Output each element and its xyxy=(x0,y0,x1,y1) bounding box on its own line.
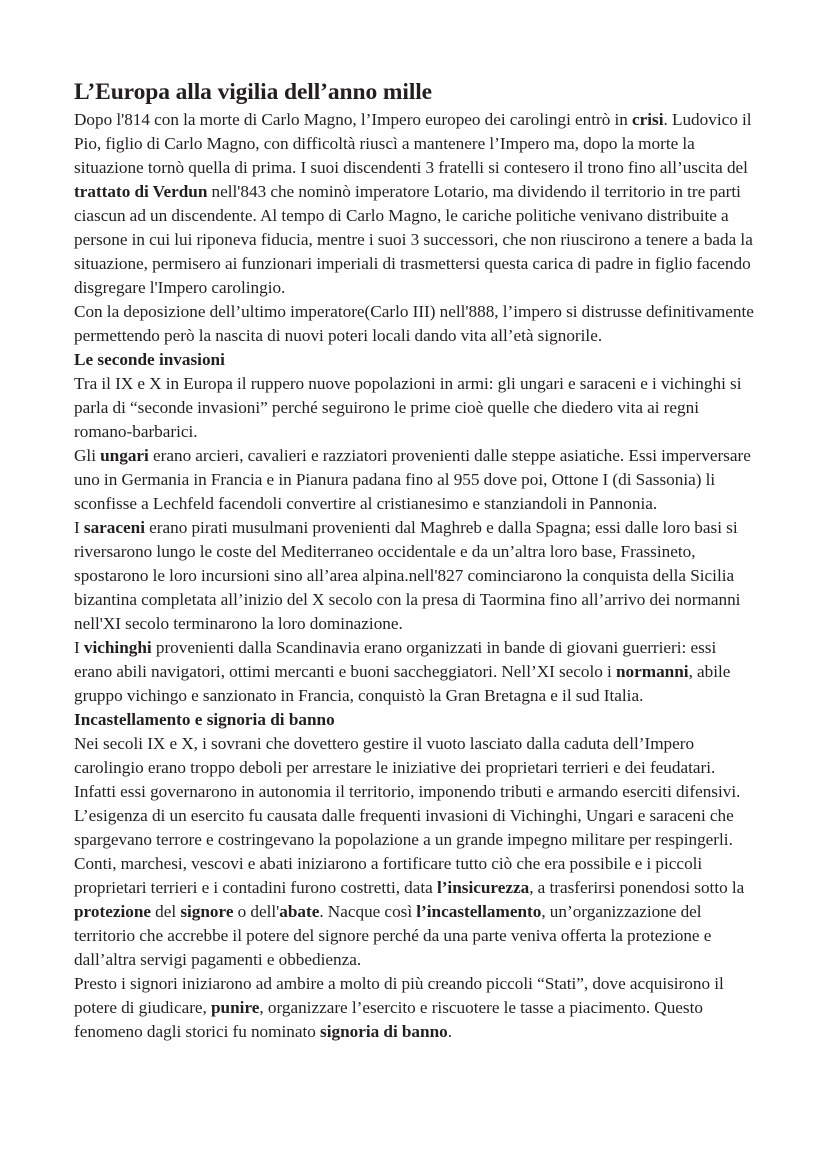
emphasis-term: crisi xyxy=(632,110,664,129)
section-heading xyxy=(74,708,756,732)
emphasis-term: saraceni xyxy=(83,518,145,537)
text-blocks-container xyxy=(74,108,756,1044)
text-run: . Ludovico il Pio, figlio di Carlo Magno, con difficoltà riuscì a mantenere l’Impero ma, dopo la morte la situazione tornò quella di prima. I suoi discendenti 3 fratelli si contesero il trono fino all’uscita del xyxy=(74,110,752,177)
text-run: Gli xyxy=(74,446,101,465)
text-run: . Nacque così xyxy=(319,902,417,921)
text-run: Tra il IX e X in Europa il ruppero nuove popolazioni in armi: gli ungari e saraceni e i vichinghi si parla di “seconde invasioni” perché seguirono le prime cioè quelle che diedero vita ai regni romano-barbarici. xyxy=(74,374,742,441)
emphasis-term: Incastellamento e signoria di banno xyxy=(74,710,335,729)
emphasis-term: punire xyxy=(211,998,260,1017)
document-body xyxy=(74,78,756,1044)
text-run: I xyxy=(74,518,84,537)
text-run: . xyxy=(447,1022,453,1041)
paragraph xyxy=(74,516,756,636)
paragraph xyxy=(74,972,756,1044)
text-run: Conti, marchesi, vescovi e abati iniziarono a fortificare tutto ciò che era possibile e i piccoli proprietari terrieri e i contadini furono costretti, data xyxy=(74,854,703,897)
emphasis-term: trattato di Verdun xyxy=(74,182,208,201)
emphasis-term: vichinghi xyxy=(83,638,152,657)
page-title: L’Europa alla vigilia dell’anno mille xyxy=(74,79,433,105)
text-run: , organizzare l’esercito e riscuotere le tasse a piacimento. Questo fenomeno dagli storici fu nominato xyxy=(74,998,703,1041)
section-heading xyxy=(74,348,756,372)
paragraph xyxy=(74,444,756,516)
text-run: Presto i signori iniziarono ad ambire a molto di più creando piccoli “Stati”, dove acquisirono il potere di giudicare, xyxy=(74,974,724,1017)
text-run: , a trasferirsi ponendosi sotto la xyxy=(529,878,745,897)
paragraph xyxy=(74,636,756,708)
emphasis-term: signoria di banno xyxy=(320,1022,448,1041)
text-run: provenienti dalla Scandinavia erano organizzati in bande di giovani guerrieri: essi erano abili navigatori, ottimi mercanti e buoni saccheggiatori. Nell’XI secolo i xyxy=(74,638,717,681)
text-run: o dell' xyxy=(233,902,280,921)
paragraph xyxy=(74,300,756,348)
emphasis-term: abate xyxy=(279,902,320,921)
emphasis-term: protezione xyxy=(74,902,152,921)
text-run: nell'843 che nominò imperatore Lotario, ma dividendo il territorio in tre parti ciascun ad un discendente. Al tempo di Carlo Magno, le cariche politiche venivano distribuite a persone in cui lui riponeva fiducia, mentre i suoi 3 successori, che non riuscirono a tenere a bada la situazione, permisero ai funzionari imperiali di trasmettersi questa carica di padre in figlio facendo disgregare l'Impero carolingio. xyxy=(74,182,753,297)
text-run: , abile gruppo vichingo e sanzionato in Francia, conquistò la Gran Bretagna e il sud Italia. xyxy=(74,662,731,705)
emphasis-term: l’insicurezza xyxy=(436,878,530,897)
paragraph xyxy=(74,732,756,852)
paragraph xyxy=(74,372,756,444)
text-run: Dopo l'814 con la morte di Carlo Magno, l’Impero europeo dei carolingi entrò in xyxy=(74,110,633,129)
emphasis-term: signore xyxy=(180,902,234,921)
emphasis-term: normanni xyxy=(615,662,689,681)
text-run: Con la deposizione dell’ultimo imperatore(Carlo III) nell'888, l’impero si distrusse definitivamente permettendo però la nascita di nuovi poteri locali dando vita all’età signorile. xyxy=(74,302,754,345)
emphasis-term: ungari xyxy=(100,446,149,465)
text-run: erano arcieri, cavalieri e razziatori provenienti dalle steppe asiatiche. Essi imperversare uno in Germania in Francia e in Pianura padana fino al 955 dove poi, Ottone I (di Sassonia) li sconfisse a Lechfeld facendoli convertire al cristianesimo e stanziandoli in Pannonia. xyxy=(74,446,751,513)
emphasis-term: Le seconde invasioni xyxy=(74,350,225,369)
text-run: Nei secoli IX e X, i sovrani che dovettero gestire il vuoto lasciato dalla caduta dell’Impero carolingio erano troppo deboli per arrestare le iniziative dei proprietari terrieri e dei feudatari. Infatti essi governarono in autonomia il territorio, imponendo tributi e armando eserciti difensivi. L’esigenza di un esercito fu causata dalle frequenti invasioni di Vichinghi, Ungari e saraceni che spargevano terrore e costringevano la popolazione a un grande impegno militare per respingerli. xyxy=(74,734,741,849)
text-run: erano pirati musulmani provenienti dal Maghreb e dalla Spagna; essi dalle loro basi si riversarono lungo le coste del Mediterraneo occidentale e da un’altra loro base, Frassineto, spostarono le loro incursioni sino all’area alpina.nell'827 cominciarono la conquista della Sicilia bizantina completata all’inizio del X secolo con la presa di Taormina fino all’arrivo dei normanni nell'XI secolo terminarono la loro dominazione. xyxy=(74,518,741,633)
paragraph xyxy=(74,108,756,300)
text-run: del xyxy=(151,902,181,921)
paragraph xyxy=(74,852,756,972)
emphasis-term: l’incastellamento xyxy=(416,902,542,921)
text-run: , un’organizzazione del territorio che accrebbe il potere del signore perché da una parte veniva offerta la protezione e dall’altra servigi pagamenti e obbedienza. xyxy=(74,902,712,969)
text-run: I xyxy=(74,638,84,657)
